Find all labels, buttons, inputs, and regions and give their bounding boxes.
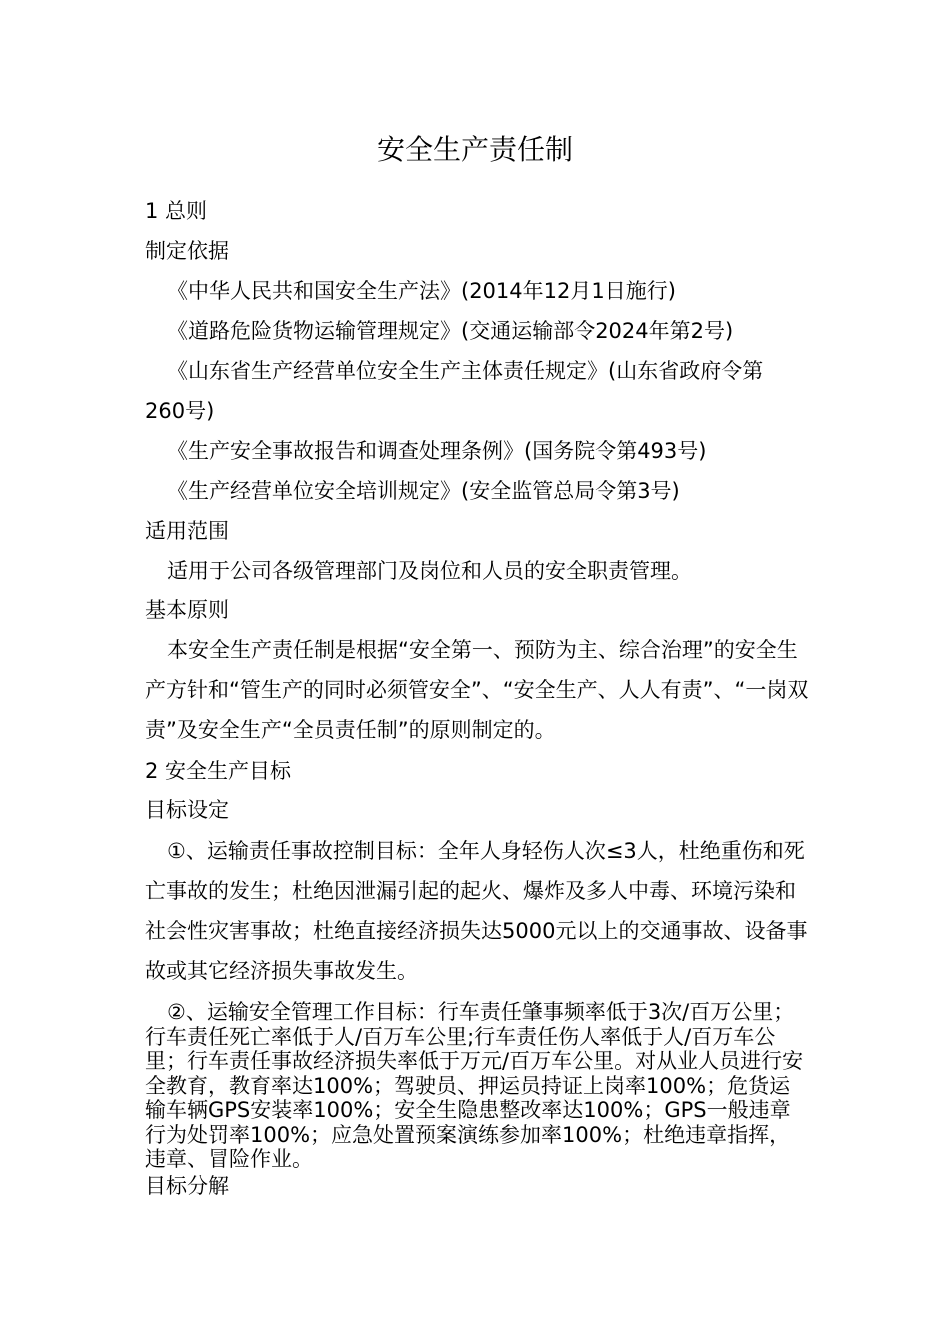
decomposition-heading: 目标分解 (145, 1174, 229, 1198)
target-paragraph-2: ②、运输安全管理工作目标：行车责任肇事频率低于3次/百万公里；行车责任死亡率低于人/百万车公里;行车责任伤人率低于人/百万车公里；行车责任事故经济损失率低于万元/百万车公里。对从业人员进行安全教育，教育率达100%；驾驶员、押运员持证上岗率100%；危货运输车辆GPS安装率100%；安全生隐患整改率达100%；GPS一般违章行为处罚率100%；应急处置预案演练参加率100%；杜绝违章指挥，违章、冒险作业。 (145, 1000, 804, 1171)
basis-item: 《山东省生产经营单位安全生产主体责任规定》(山东省政府令第 (167, 359, 764, 383)
principle-paragraph: 本安全生产责任制是根据“安全第一、预防为主、综合治理”的安全生产方针和“管生产的同时必须管安全”、“安全生产、人人有责”、“一岗双责”及安全生产“全员责任制”的原则制定的。 (145, 638, 809, 742)
basis-item: 《道路危险货物运输管理规定》(交通运输部令2024年第2号) (167, 319, 734, 343)
basis-item: 《生产安全事故报告和调查处理条例》(国务院令第493号) (167, 439, 707, 463)
section-2-heading: 2 安全生产目标 (145, 759, 292, 783)
principle-heading: 基本原则 (145, 598, 229, 622)
scope-heading: 适用范围 (145, 519, 229, 543)
target-paragraph-1: ①、运输责任事故控制目标：全年人身轻伤人次≤3人，杜绝重伤和死亡事故的发生；杜绝因泄漏引起的起火、爆炸及多人中毒、环境污染和社会性灾害事故；杜绝直接经济损失达5000元以上的交通事故、设备事故或其它经济损失事故发生。 (145, 839, 808, 983)
basis-item: 《生产经营单位安全培训规定》(安全监管总局令第3号) (167, 479, 680, 503)
basis-item-continued: 260号) (145, 399, 215, 423)
basis-heading: 制定依据 (145, 239, 229, 263)
section-1-heading: 1 总则 (145, 199, 208, 223)
scope-text: 适用于公司各级管理部门及岗位和人员的安全职责管理。 (167, 559, 692, 583)
basis-item: 《中华人民共和国安全生产法》(2014年12月1日施行) (167, 279, 676, 303)
target-heading: 目标设定 (145, 798, 229, 822)
document-title: 安全生产责任制 (376, 133, 573, 166)
